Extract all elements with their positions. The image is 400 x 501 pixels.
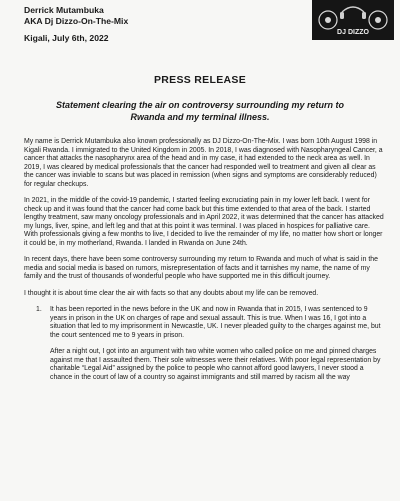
- paragraph: I thought it is about time clear the air with facts so that any doubts about my life can be removed.: [24, 289, 319, 297]
- list-item: [24, 306, 384, 340]
- dj-dizzo-logo: [312, 0, 394, 40]
- author-name: Derrick Mutambuka: [24, 5, 104, 15]
- logo-text: DJ DIZZO: [337, 29, 369, 36]
- author-header: [24, 5, 284, 44]
- list-item-text: It has been reported in the news before in the UK and now in Rwanda that in 2015, I was sentenced to 9 years in prison in the UK on charges of rape and sexual assault. This is true. When I was 16, I got into a situation that led to my imprisonment in Newcastle, UK. I never pleaded guilty to the charges against me, but the court sentenced me to 9 years in prison.: [50, 306, 381, 339]
- document-title: PRESS RELEASE: [153, 74, 246, 86]
- paragraph: In 2021, in the middle of the covid-19 pandemic, I started feeling excruciating pain in my lower left back. I went for check up and it was found that the cancer had come back but this time extended to that area of the back. I started lengthy treatment, saw many oncology professionals and in April 2022, it was determined that the cancer has attacked my lungs, liver, spine, and left leg and that at this point it was terminal. I was placed in hospices for palliative care. With professionals giving a few months to live, I decided to live the remainder of my life, no matter how short or longer it could be, in my motherland, Rwanda. I landed in Rwanda on June 24th.: [24, 197, 384, 247]
- author-alias: AKA Dj Dizzo-On-The-Mix: [24, 16, 129, 26]
- list-item-number: 1.: [36, 306, 42, 313]
- numbered-list: [24, 306, 384, 340]
- continuation-paragraph: After a night out, I got into an argument with two white women who called police on me and pinned charges against me that I assaulted them. Their sole witnesses were their relatives. With poor legal representation by charitable “Legal Aid” assigned by the police to people who cannot afford good lawyers, I never stood a chance in the court of law of a country so against immigrants and still marred by racism all the way: [50, 348, 381, 381]
- release-date: Kigali, July 6th, 2022: [24, 33, 109, 43]
- document-subtitle: Statement clearing the air on controversy surrounding my return to Rwanda and my terminal illness.: [55, 100, 345, 122]
- paragraph: My name is Derrick Mutambuka also known professionally as DJ Dizzo-On-The-Mix. I was born 10th August 1998 in Kigali Rwanda. I immigrated to the United Kingdom in 2005. In 2018, I was diagnosed with Nasopharyngeal Cancer, a cancer that attacks the nasopharynx area of the head and in my case, it had extended to the neck area as well. In 2019, I was cleared by medical professionals that the cancer had responded well to treatment and given all clear as the cancer was inviable to scans but was placed in remission (when signs and symptoms are considerably reduced) for regular checkups.: [24, 138, 383, 188]
- release-body: [24, 138, 384, 390]
- paragraph: In recent days, there have been some controversy surrounding my return to Rwanda and much of what is said in the media and social media is based on rumors, misrepresentation of facts and it tarnishes my name, the name of my family and the trust of thousands of wonderful people who have supported me in this difficult journey.: [24, 256, 378, 280]
